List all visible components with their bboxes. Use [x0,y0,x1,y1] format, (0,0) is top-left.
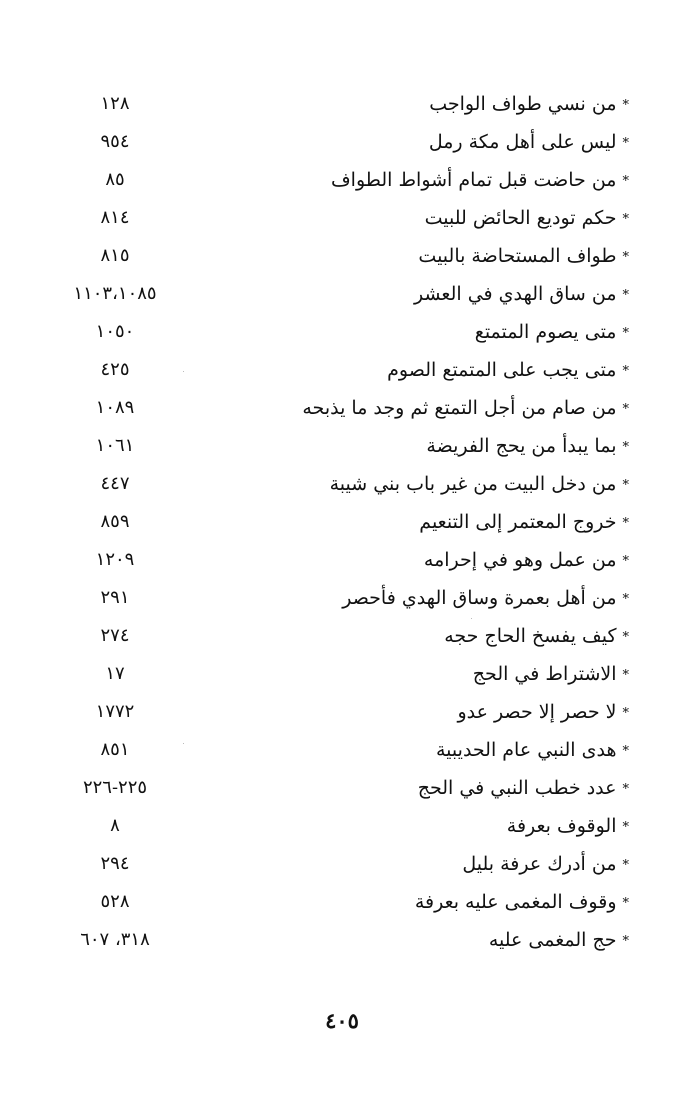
entry-title: حكم توديع الحائض للبيت [424,207,617,229]
entry-title-wrap [414,279,629,311]
entry-title-wrap [489,925,629,957]
bullet-star-icon: * [622,630,629,645]
index-entry [0,693,684,731]
bullet-star-icon: * [622,364,629,379]
entry-title: من عمل وهو في إحرامه [423,549,617,571]
entry-title: من ساق الهدي في العشر [413,283,617,305]
entry-reference: ١٢٨ [100,93,130,114]
entry-title-wrap [462,849,629,881]
entry-title-wrap [429,89,629,121]
entry-title: من حاضت قبل تمام أشواط الطواف [330,169,617,191]
scan-speck [183,743,184,744]
entry-title-wrap [424,545,629,577]
index-entry [0,541,684,579]
entry-title-wrap [418,773,629,805]
entry-reference: ٨١٤ [100,207,130,228]
bullet-star-icon: * [622,516,629,531]
entry-title: من أدرك عرفة بليل [462,853,617,875]
index-entry [0,655,684,693]
entry-reference: ٢٩٤ [100,853,130,874]
entry-title-wrap [418,241,629,273]
entry-reference: ١١٠٣،١٠٨٥ [73,283,157,304]
entry-title-wrap [457,697,629,729]
entry-title: من صام من أجل التمتع ثم وجد ما يذبحه [302,397,617,419]
entry-reference: ١٠٦١ [95,435,135,456]
bullet-star-icon: * [622,440,629,455]
entry-title: هدى النبي عام الحديبية [436,739,617,761]
entry-reference: ٢٩١ [100,587,130,608]
bullet-star-icon: * [622,402,629,417]
entry-reference: ٢٧٤ [100,625,130,646]
entry-title: من أهل بعمرة وساق الهدي فأحصر [342,587,617,609]
index-entry [0,845,684,883]
bullet-star-icon: * [622,896,629,911]
bullet-star-icon: * [622,592,629,607]
bullet-star-icon: * [622,820,629,835]
index-entry [0,275,684,313]
bullet-star-icon: * [622,288,629,303]
entry-reference: ٥٢٨ [100,891,130,912]
index-entry [0,769,684,807]
entry-title-wrap [330,469,629,501]
entry-reference: ٨٥ [105,169,125,190]
scan-speck [183,371,184,372]
entry-title: الوقوف بعرفة [506,815,617,837]
entry-title-wrap [415,887,629,919]
scan-speck [471,618,472,619]
entry-title: وقوف المغمى عليه بعرفة [414,891,617,913]
entry-title-wrap [426,431,629,463]
bullet-star-icon: * [622,934,629,949]
index-entry [0,389,684,427]
entry-title-wrap [436,735,629,767]
index-entry [0,617,684,655]
index-entry [0,123,684,161]
entry-title-wrap [429,127,629,159]
entry-reference: ٨٥٩ [100,511,130,532]
index-entry [0,237,684,275]
entry-title-wrap [331,165,629,197]
entry-title-wrap [419,507,629,539]
entry-reference: ٣١٨، ٦٠٧ [80,929,150,950]
entry-reference: ٨٥١ [100,739,130,760]
bullet-star-icon: * [622,478,629,493]
entry-reference: ١٧٧٢ [95,701,135,722]
entry-title-wrap [425,203,629,235]
index-entry [0,351,684,389]
index-entry [0,921,684,959]
entry-title: من نسي طواف الواجب [429,93,617,115]
bullet-star-icon: * [622,554,629,569]
index-entries [0,85,684,959]
index-entry [0,465,684,503]
entry-reference: ١٢٠٩ [95,549,135,570]
entry-reference: ٩٥٤ [100,131,130,152]
entry-title-wrap [444,621,629,653]
entry-title: خروج المعتمر إلى التنعيم [419,511,617,533]
bullet-star-icon: * [622,744,629,759]
entry-title-wrap [302,393,629,425]
index-entry [0,883,684,921]
index-entry [0,85,684,123]
page-number: ٤٠٥ [325,1008,359,1033]
bullet-star-icon: * [622,782,629,797]
entry-reference: ٨١٥ [100,245,130,266]
index-entry [0,313,684,351]
index-entry [0,427,684,465]
entry-title-wrap [342,583,629,615]
bullet-star-icon: * [622,136,629,151]
entry-title: ليس على أهل مكة رمل [428,131,617,153]
entry-title: الاشتراط في الحج [472,663,617,685]
entry-title: بما يبدأ من يحج الفريضة [426,435,617,457]
entry-title-wrap [507,811,629,843]
bullet-star-icon: * [622,668,629,683]
entry-title: عدد خطب النبي في الحج [417,777,617,799]
index-entry [0,731,684,769]
entry-title: حج المغمى عليه [488,929,617,951]
entry-title: كيف يفسخ الحاج حجه [444,625,617,647]
entry-title: متى يصوم المتمتع [474,321,617,343]
entry-title-wrap [473,659,629,691]
bullet-star-icon: * [622,326,629,341]
index-entry [0,579,684,617]
entry-reference: ٢٢٥-٢٢٦ [82,777,148,798]
entry-title: طواف المستحاضة بالبيت [418,245,617,267]
bullet-star-icon: * [622,706,629,721]
bullet-star-icon: * [622,250,629,265]
index-entry [0,807,684,845]
entry-title: متى يجب على المتمتع الصوم [387,359,617,381]
entry-reference: ٨ [110,815,120,836]
bullet-star-icon: * [622,858,629,873]
index-entry [0,161,684,199]
entry-reference: ٤٢٥ [100,359,130,380]
entry-title-wrap [475,317,629,349]
entry-reference: ٤٤٧ [100,473,130,494]
bullet-star-icon: * [622,212,629,227]
bullet-star-icon: * [622,98,629,113]
entry-reference: ١٠٨٩ [95,397,135,418]
bullet-star-icon: * [622,174,629,189]
entry-title: من دخل البيت من غير باب بني شيبة [329,473,617,495]
entry-title: لا حصر إلا حصر عدو [457,701,617,723]
entry-reference: ١٧ [105,663,125,684]
index-entry [0,199,684,237]
entry-title-wrap [387,355,629,387]
entry-reference: ١٠٥٠ [95,321,135,342]
index-entry [0,503,684,541]
